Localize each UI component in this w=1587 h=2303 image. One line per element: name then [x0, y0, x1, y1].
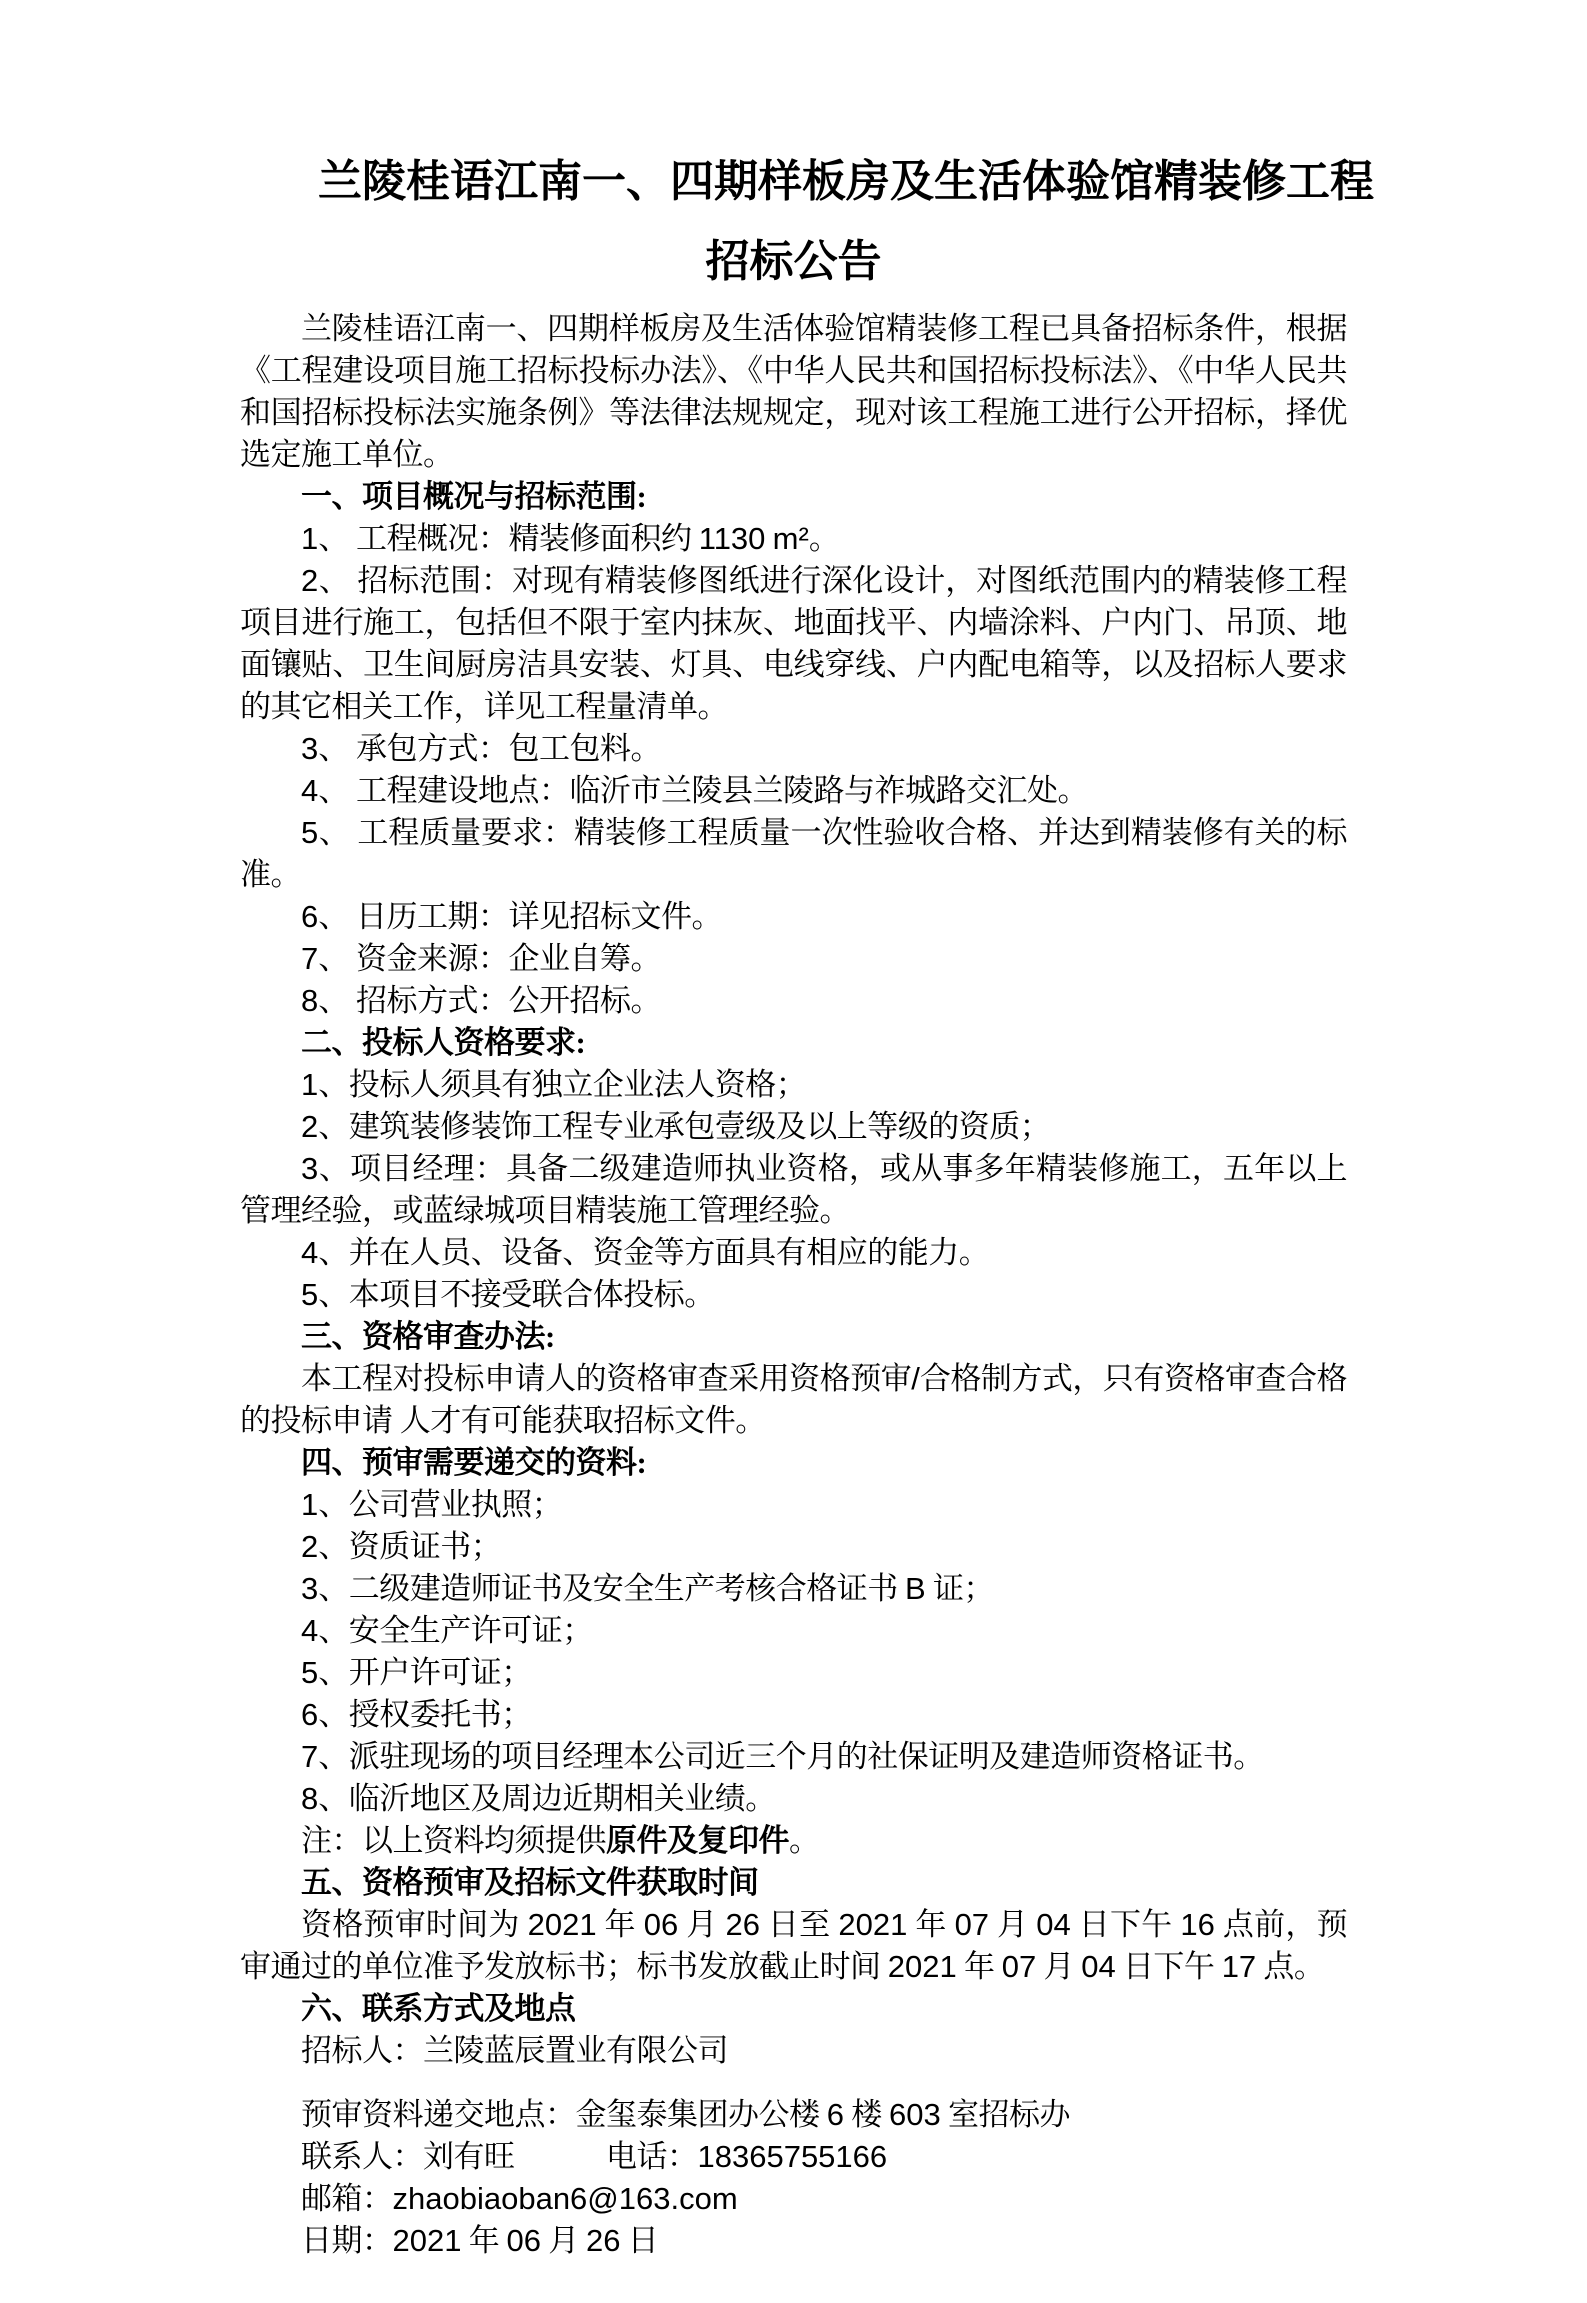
latin-text: B: [905, 1571, 926, 1606]
document-title: [240, 142, 1374, 302]
latin-text: 06: [643, 1907, 679, 1942]
item-4-8: 8、临沂地区及周边近期相关业绩。: [301, 1781, 776, 1816]
title-line-1: 兰陵桂语江南一、四期样板房及生活体验馆精装修工程: [318, 157, 1374, 206]
para-note: 注：以上资料均须提供原件及复印件。: [301, 1823, 820, 1858]
item-1-7: 7、 资金来源：企业自筹。: [301, 941, 661, 976]
latin-text: 6: [301, 1697, 319, 1732]
latin-text: 04: [1081, 1949, 1116, 1984]
bold-text: 原件及复印件: [606, 1823, 789, 1858]
latin-text: 2: [301, 563, 319, 598]
latin-text: 3: [301, 1151, 319, 1186]
latin-text: 2: [301, 1109, 319, 1144]
item-1-1: 1、 工程概况：精装修面积约 1130 m²。: [301, 521, 840, 556]
para-submit-address: 预审资料递交地点：金玺泰集团办公楼 6 楼 603 室招标办: [301, 2097, 1070, 2132]
item-2-3: 3、项目经理：具备二级建造师执业资格，或从事多年精装修施工，五年以上管理经验，或蓝绿城项目精装施工管理经验。: [240, 1151, 1347, 1228]
latin-text: 7: [301, 1739, 319, 1774]
item-4-1: 1、公司营业执照；: [301, 1487, 563, 1522]
latin-text: 3: [301, 1571, 319, 1606]
latin-text: 1: [301, 521, 319, 556]
para-email: 邮箱：zhaobiaoban6@163.com: [301, 2181, 738, 2216]
item-4-7: 7、派驻现场的项目经理本公司近三个月的社保证明及建造师资格证书。: [301, 1739, 1264, 1774]
para-date: 日期：2021 年 06 月 26 日: [301, 2223, 659, 2258]
latin-text: 07: [1001, 1949, 1037, 1984]
latin-text: m²: [772, 521, 809, 556]
item-1-5: 5、 工程质量要求：精装修工程质量一次性验收合格、并达到精装修有关的标准。: [240, 815, 1347, 892]
item-1-6: 6、 日历工期：详见招标文件。: [301, 899, 722, 934]
item-2-2: 2、建筑装修装饰工程专业承包壹级及以上等级的资质；: [301, 1109, 1051, 1144]
section-3-heading: 三、资格审查办法:: [301, 1319, 555, 1354]
item-4-2: 2、资质证书；: [301, 1529, 502, 1564]
latin-text: 1: [301, 1067, 319, 1102]
latin-text: 06: [506, 2223, 541, 2258]
item-1-2: 2、 招标范围：对现有精装修图纸进行深化设计，对图纸范围内的精装修工程项目进行施工，包括但不限于室内抹灰、地面找平、内墙涂料、户内门、吊顶、地面镶贴、卫生间厨房洁具安装、灯具、电线穿线、户内配电箱等，以及招标人要求的其它相关工作，详见工程量清单。: [240, 563, 1347, 724]
latin-text: 04: [1036, 1907, 1071, 1942]
latin-text: 17: [1221, 1949, 1257, 1984]
latin-text: 4: [301, 773, 319, 808]
section-6-heading: 六、联系方式及地点: [301, 1991, 576, 2026]
latin-text: 6: [301, 899, 319, 934]
section-5-heading: 五、资格预审及招标文件获取时间: [301, 1865, 759, 1900]
latin-text: 603: [889, 2097, 941, 2132]
section-2-heading: 二、投标人资格要求:: [301, 1025, 586, 1060]
item-4-4: 4、安全生产许可证；: [301, 1613, 593, 1648]
document-body: [240, 308, 1347, 2262]
latin-text: 7: [301, 941, 319, 976]
latin-text: 07: [954, 1907, 990, 1942]
para-contact-phone: 联系人：刘有旺 电话：18365755166: [301, 2139, 888, 2174]
latin-text: 18365755166: [697, 2139, 888, 2174]
para-tenderee: 招标人：兰陵蓝辰置业有限公司: [301, 2033, 728, 2068]
latin-text: 5: [301, 1655, 319, 1690]
item-4-6: 6、授权委托书；: [301, 1697, 532, 1732]
item-4-3: 3、二级建造师证书及安全生产考核合格证书 B 证；: [301, 1571, 994, 1606]
item-1-3: 3、 承包方式：包工包料。: [301, 731, 661, 766]
para-review-method: 本工程对投标申请人的资格审查采用资格预审/合格制方式，只有资格审查合格的投标申请 人才有可能获取招标文件。: [240, 1361, 1347, 1438]
para-prequalification-time: 资格预审时间为 2021 年 06 月 26 日至 2021 年 07 月 04 日下午 16 点前，预审通过的单位准予发放标书；标书发放截止时间 2021 年 07 月 04 日下午 17 点。: [240, 1907, 1348, 1984]
section-1-heading: 一、项目概况与招标范围:: [301, 479, 647, 514]
latin-text: 5: [301, 1277, 319, 1312]
item-2-1: 1、投标人须具有独立企业法人资格；: [301, 1067, 807, 1102]
item-2-4: 4、并在人员、设备、资金等方面具有相应的能力。: [301, 1235, 990, 1270]
latin-text: 2021: [527, 1907, 597, 1942]
latin-text: 2021: [838, 1907, 908, 1942]
latin-text: 3: [301, 731, 319, 766]
latin-text: /: [911, 1361, 920, 1396]
latin-text: 8: [301, 1781, 319, 1816]
latin-text: 8: [301, 983, 319, 1018]
latin-text: 2021: [392, 2223, 462, 2258]
para-intro: 兰陵桂语江南一、四期样板房及生活体验馆精装修工程已具备招标条件，根据《工程建设项目施工招标投标办法》、《中华人民共和国招标投标法》、《中华人民共和国招标投标法实施条例》等法律法规规定，现对该工程施工进行公开招标，择优选定施工单位。: [240, 311, 1347, 472]
latin-text: zhaobiaoban6@163.com: [392, 2181, 738, 2216]
item-2-5: 5、本项目不接受联合体投标。: [301, 1277, 715, 1312]
latin-text: 1: [301, 1487, 319, 1522]
latin-text: 1130: [698, 521, 766, 556]
latin-text: 16: [1180, 1907, 1215, 1942]
section-4-heading: 四、预审需要递交的资料:: [301, 1445, 647, 1480]
latin-text: 4: [301, 1613, 319, 1648]
item-1-4: 4、 工程建设地点：临沂市兰陵县兰陵路与祚城路交汇处。: [301, 773, 1088, 808]
latin-text: 26: [585, 2223, 621, 2258]
latin-text: 26: [725, 1907, 760, 1942]
document: [240, 142, 1374, 2262]
item-4-5: 5、开户许可证；: [301, 1655, 532, 1690]
item-1-8: 8、 招标方式：公开招标。: [301, 983, 661, 1018]
latin-text: 6: [826, 2097, 844, 2132]
latin-text: 2: [301, 1529, 319, 1564]
latin-text: 2021: [887, 1949, 957, 1984]
title-line-2: 招标公告: [705, 237, 882, 286]
latin-text: 4: [301, 1235, 319, 1270]
latin-text: 5: [301, 815, 319, 850]
